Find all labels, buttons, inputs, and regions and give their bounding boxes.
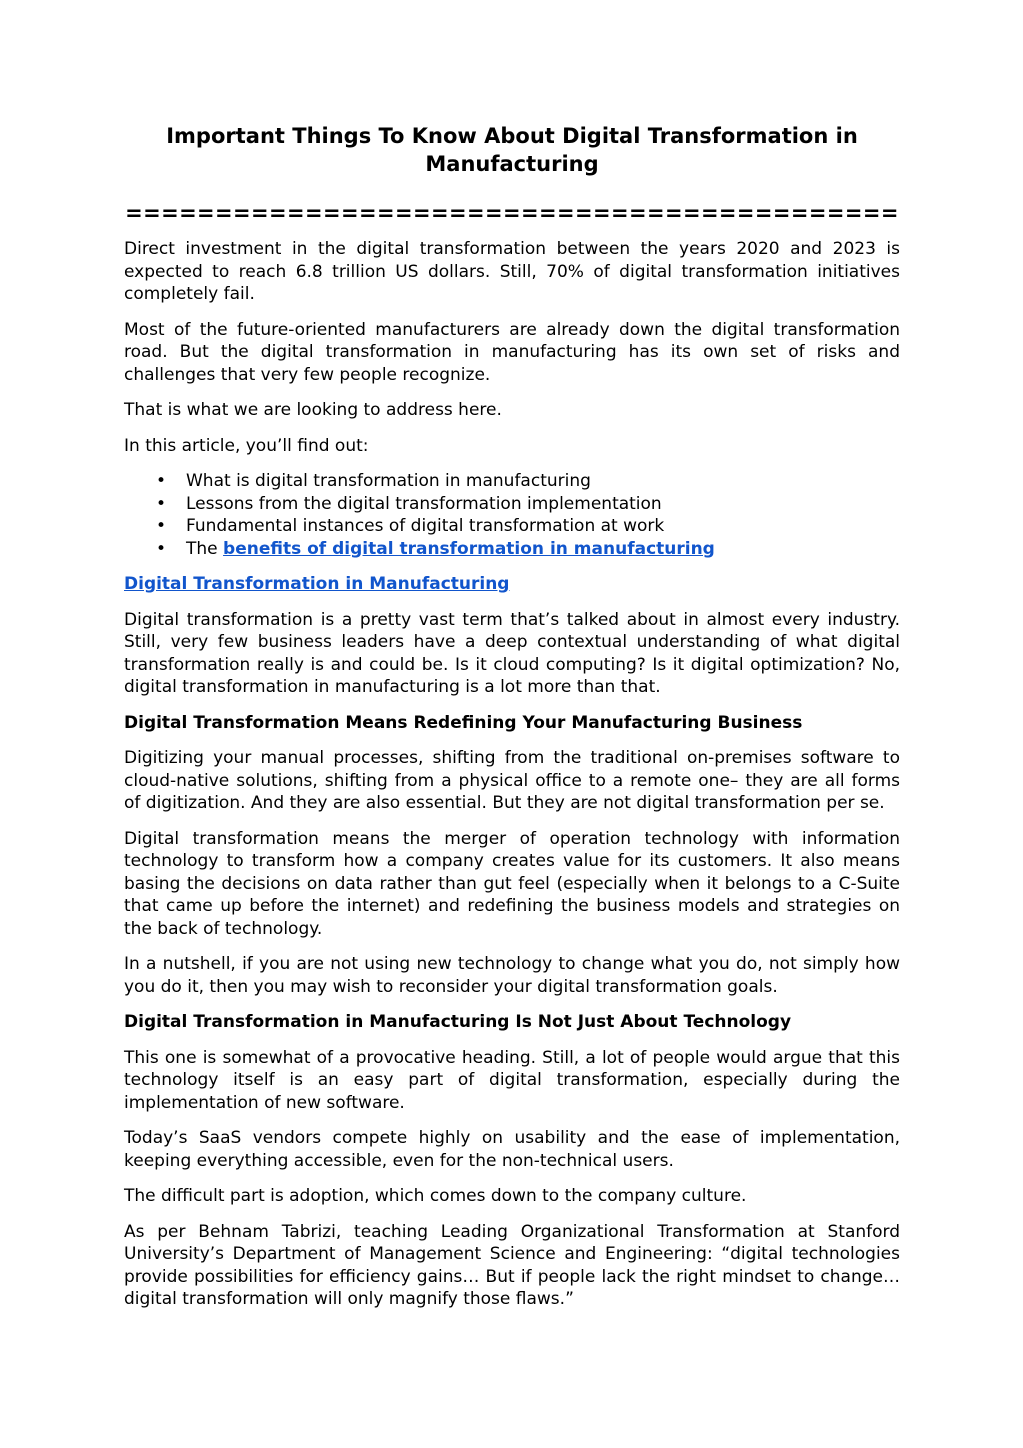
section3-paragraph-1: This one is somewhat of a provocative heading. Still, a lot of people would argue that this technology itself is an easy part of digital transformation, especially during the implementation of new software. xyxy=(124,1047,900,1113)
section2-paragraph-2: Digital transformation means the merger of operation technology with information technology to transform how a company creates value for its customers. It also means basing the decisions on data rather than gut feel (especially when it belongs to a C-Suite that came up before the internet) and redefining the business models and strategies on the back of technology. xyxy=(124,828,900,939)
benefits-link[interactable]: benefits of digital transformation in manufacturing xyxy=(223,538,715,559)
list-item xyxy=(186,538,900,561)
heading-not-just-technology: Digital Transformation in Manufacturing Is Not Just About Technology xyxy=(124,1012,792,1032)
list-item: • What is digital transformation in manufacturing xyxy=(186,470,900,493)
title-rule: =========================================== xyxy=(125,201,899,225)
section3-paragraph-4: As per Behnam Tabrizi, teaching Leading Organizational Transformation at Stanford University’s Department of Management Science and Engineering: “digital technologies provide possibilities for efficiency gains… But if people lack the right mindset to change… digital transformation will only magnify those flaws.” xyxy=(124,1221,900,1309)
heading-redefining-business: Digital Transformation Means Redefining Your Manufacturing Business xyxy=(124,712,803,733)
intro-paragraph-2: Most of the future-oriented manufacturers are already down the digital transformation road. But the digital transformation in manufacturing has its own set of risks and challenges that very few people recognize. xyxy=(124,319,900,385)
section2-paragraph-3: In a nutshell, if you are not using new technology to change what you do, not simply how you do it, then you may wish to reconsider your digital transformation goals. xyxy=(124,954,900,997)
document-title: Important Things To Know About Digital Transformation in Manufacturing xyxy=(166,124,858,176)
section-heading-link[interactable]: Digital Transformation in Manufacturing xyxy=(124,574,510,594)
list-item: • Fundamental instances of digital transformation at work xyxy=(186,515,900,538)
document-page xyxy=(124,120,900,1324)
section-heading-link-wrap xyxy=(124,573,900,596)
intro-paragraph-4: In this article, you’ll find out: xyxy=(124,435,369,456)
section2-paragraph-1: Digitizing your manual processes, shifting from the traditional on-premises software to cloud-native solutions, shifting from a physical office to a remote one– they are all forms of digitization. And they are also essential. But they are not digital transformation per se. xyxy=(124,748,900,813)
list-item-prefix: The xyxy=(186,538,224,559)
section3-paragraph-3: The difficult part is adoption, which comes down to the company culture. xyxy=(124,1186,747,1206)
intro-paragraph-3: That is what we are looking to address here. xyxy=(124,400,502,420)
list-item: • Lessons from the digital transformation implementation xyxy=(186,493,900,516)
section1-paragraph-1: Digital transformation is a pretty vast term that’s talked about in almost every industry. Still, very few business leaders have a deep contextual understanding of what digital transformation really is and could be. Is it cloud computing? Is it digital optimization? No, digital transformation in manufacturing is a lot more than that. xyxy=(124,609,900,697)
article-outline-list xyxy=(124,470,900,560)
section3-paragraph-2: Today’s SaaS vendors compete highly on usability and the ease of implementation, keeping everything accessible, even for the non-technical users. xyxy=(124,1128,900,1171)
intro-paragraph-1: Direct investment in the digital transformation between the years 2020 and 2023 is expected to reach 6.8 trillion US dollars. Still, 70% of digital transformation initiatives completely fail. xyxy=(124,239,900,304)
